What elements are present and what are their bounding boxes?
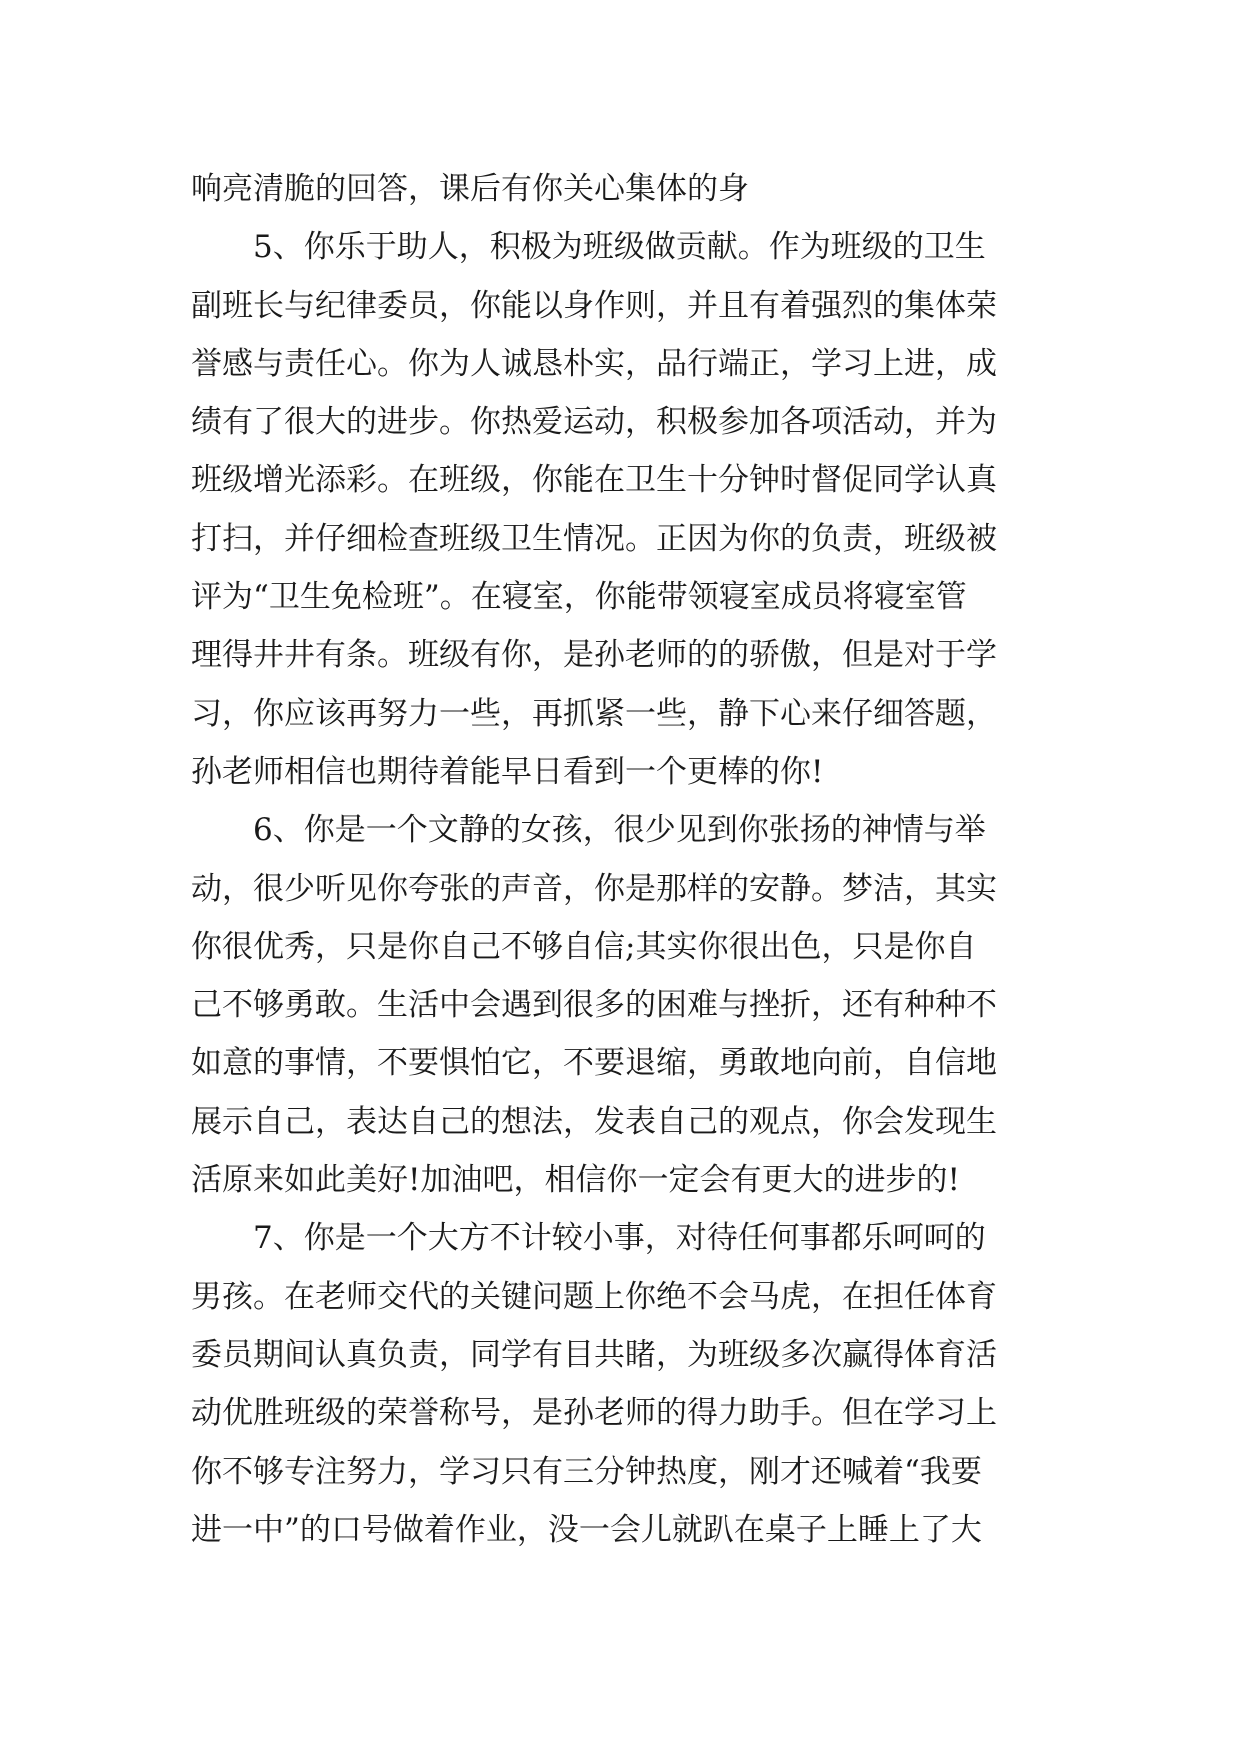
text-line: 5、你乐于助人，积极为班级做贡献。作为班级的卫生 [253,229,986,266]
text-line: 动优胜班级的荣誉称号，是孙老师的得力助手。但在学习上 [191,1395,997,1432]
text-line: 7、你是一个大方不计较小事，对待任何事都乐呵呵的 [253,1220,986,1257]
text-line: 副班长与纪律委员，你能以身作则，并且有着强烈的集体荣 [191,287,997,324]
text-line: 打扫，并仔细检查班级卫生情况。正因为你的负责，班级被 [191,520,997,557]
text-line: 委员期间认真负责，同学有目共睹，为班级多次赢得体育活 [191,1336,997,1373]
paragraph-item-7 [191,1209,1071,1559]
text-line: 理得井井有条。班级有你，是孙老师的的骄傲，但是对于学 [191,637,997,674]
text-line: 活原来如此美好!加油吧，相信你一定会有更大的进步的! [191,1162,960,1199]
paragraph-continued [191,160,1071,218]
text-line: 评为“卫生免检班”。在寝室，你能带领寝室成员将寝室管 [191,579,967,616]
text-line: 孙老师相信也期待着能早日看到一个更棒的你! [191,753,824,790]
text-line: 班级增光添彩。在班级，你能在卫生十分钟时督促同学认真 [191,462,997,499]
text-line: 你很优秀，只是你自己不够自信;其实你很出色，只是你自 [191,928,977,965]
text-line: 如意的事情，不要惧怕它，不要退缩，勇敢地向前，自信地 [191,1045,997,1082]
text-line: 誉感与责任心。你为人诚恳朴实，品行端正，学习上进，成 [191,345,997,382]
text-line: 习，你应该再努力一些，再抓紧一些，静下心来仔细答题， [191,695,997,732]
paragraph-item-5 [191,218,1071,801]
document-body [191,160,1071,1559]
text-line: 动，很少听见你夸张的声音，你是那样的安静。梦洁，其实 [191,870,997,907]
text-line: 展示自己，表达自己的想法，发表自己的观点，你会发现生 [191,1103,997,1140]
paragraph-item-6 [191,801,1071,1209]
text-line: 男孩。在老师交代的关键问题上你绝不会马虎，在担任体育 [191,1278,997,1315]
text-line: 6、你是一个文静的女孩，很少见到你张扬的神情与举 [253,812,986,849]
text-line: 进一中”的口号做着作业，没一会儿就趴在桌子上睡上了大 [191,1511,982,1548]
text-line: 绩有了很大的进步。你热爱运动，积极参加各项活动，并为 [191,404,997,441]
text-line: 己不够勇敢。生活中会遇到很多的困难与挫折，还有种种不 [191,987,997,1024]
text-line: 你不够专注努力，学习只有三分钟热度，刚才还喊着“我要 [191,1453,982,1490]
text-line: 响亮清脆的回答，课后有你关心集体的身 [191,171,749,207]
